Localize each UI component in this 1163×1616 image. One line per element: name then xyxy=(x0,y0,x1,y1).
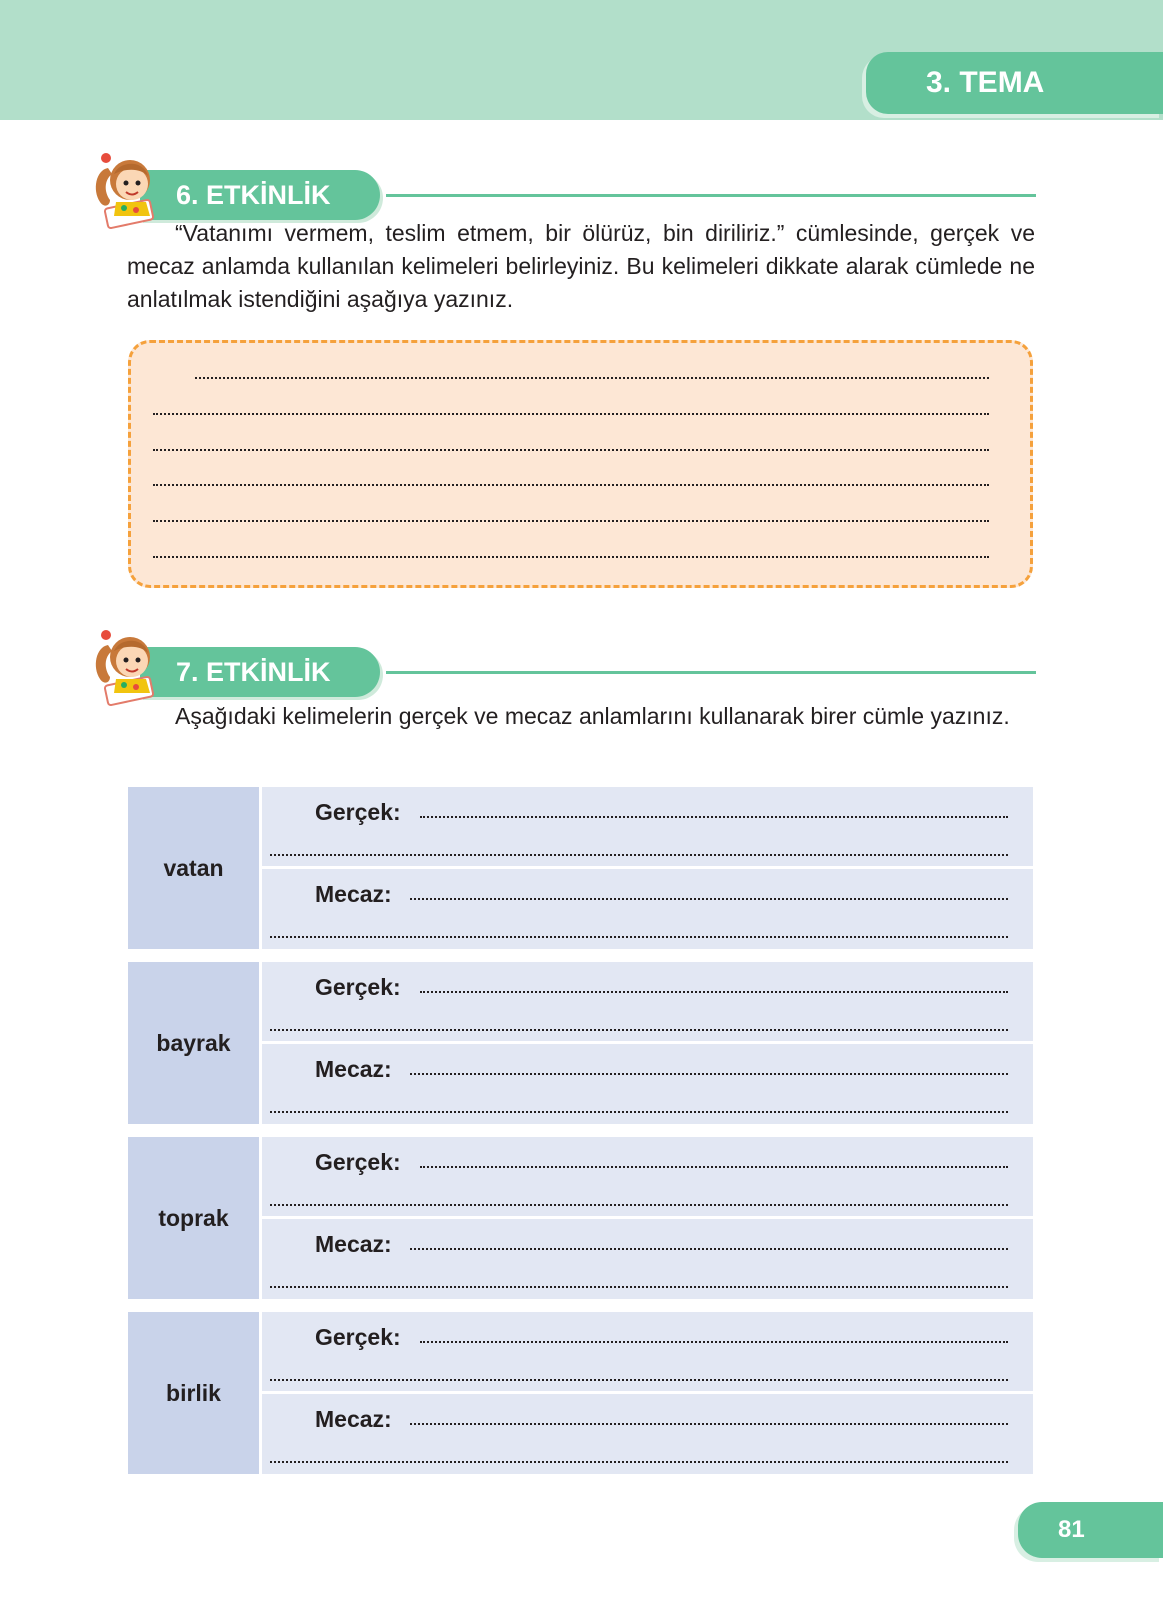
figurative-label: Mecaz: xyxy=(315,1231,392,1257)
real-meaning-row xyxy=(262,1137,1033,1216)
theme-label: 3. TEMA xyxy=(866,52,1163,114)
answer-line[interactable] xyxy=(153,556,989,558)
figurative-meaning-row xyxy=(262,869,1033,949)
answer-line[interactable] xyxy=(410,898,1008,900)
word-block-birlik xyxy=(128,1312,1033,1474)
activity-7-title: 7. ETKİNLİK xyxy=(140,647,380,697)
answer-line[interactable] xyxy=(270,1461,1008,1463)
answer-line[interactable] xyxy=(153,484,989,486)
section-divider xyxy=(386,194,1036,197)
answer-line[interactable] xyxy=(270,1204,1008,1206)
real-label: Gerçek: xyxy=(315,1324,401,1350)
answer-line[interactable] xyxy=(420,1166,1008,1168)
answer-line[interactable] xyxy=(410,1423,1008,1425)
activity-6-title: 6. ETKİNLİK xyxy=(140,170,380,220)
answer-line[interactable] xyxy=(270,1286,1008,1288)
real-label: Gerçek: xyxy=(315,974,401,1000)
answer-line[interactable] xyxy=(195,377,989,379)
word-label: birlik xyxy=(128,1312,259,1474)
word-label: vatan xyxy=(128,787,259,949)
page-number: 81 xyxy=(1018,1502,1163,1558)
answer-box xyxy=(128,340,1033,588)
answer-line[interactable] xyxy=(270,1111,1008,1113)
real-meaning-row xyxy=(262,787,1033,866)
word-block-bayrak xyxy=(128,962,1033,1124)
answer-line[interactable] xyxy=(420,991,1008,993)
figurative-label: Mecaz: xyxy=(315,881,392,907)
answer-line[interactable] xyxy=(153,520,989,522)
word-label: toprak xyxy=(128,1137,259,1299)
girl-reading-icon xyxy=(86,627,176,707)
figurative-meaning-row xyxy=(262,1394,1033,1474)
activity-7-instruction: Aşağıdaki kelimelerin gerçek ve mecaz anlamlarını kullanarak birer cümle yazınız. xyxy=(175,703,1010,729)
answer-line[interactable] xyxy=(270,854,1008,856)
answer-line[interactable] xyxy=(270,936,1008,938)
figurative-label: Mecaz: xyxy=(315,1056,392,1082)
section-divider xyxy=(386,671,1036,674)
activity-7-heading xyxy=(86,627,1036,697)
word-block-toprak xyxy=(128,1137,1033,1299)
answer-line[interactable] xyxy=(410,1248,1008,1250)
real-meaning-row xyxy=(262,1312,1033,1391)
activity-6-heading xyxy=(86,150,1036,220)
answer-line[interactable] xyxy=(410,1073,1008,1075)
real-meaning-row xyxy=(262,962,1033,1041)
answer-line[interactable] xyxy=(420,1341,1008,1343)
figurative-meaning-row xyxy=(262,1044,1033,1124)
answer-line[interactable] xyxy=(270,1379,1008,1381)
answer-line[interactable] xyxy=(153,449,989,451)
real-label: Gerçek: xyxy=(315,799,401,825)
answer-line[interactable] xyxy=(270,1029,1008,1031)
answer-line[interactable] xyxy=(153,413,989,415)
word-label: bayrak xyxy=(128,962,259,1124)
figurative-label: Mecaz: xyxy=(315,1406,392,1432)
figurative-meaning-row xyxy=(262,1219,1033,1299)
activity-6-instruction: “Vatanımı vermem, teslim etmem, bir ölürüz, bin diriliriz.” cümlesinde, gerçek ve mecaz anlamda kullanılan kelimeleri belirleyiniz. Bu kelimeleri dikkate alarak cümlede ne anlatılmak istendiğini aşağıya yazınız. xyxy=(127,220,1035,312)
real-label: Gerçek: xyxy=(315,1149,401,1175)
answer-line[interactable] xyxy=(420,816,1008,818)
word-block-vatan xyxy=(128,787,1033,949)
